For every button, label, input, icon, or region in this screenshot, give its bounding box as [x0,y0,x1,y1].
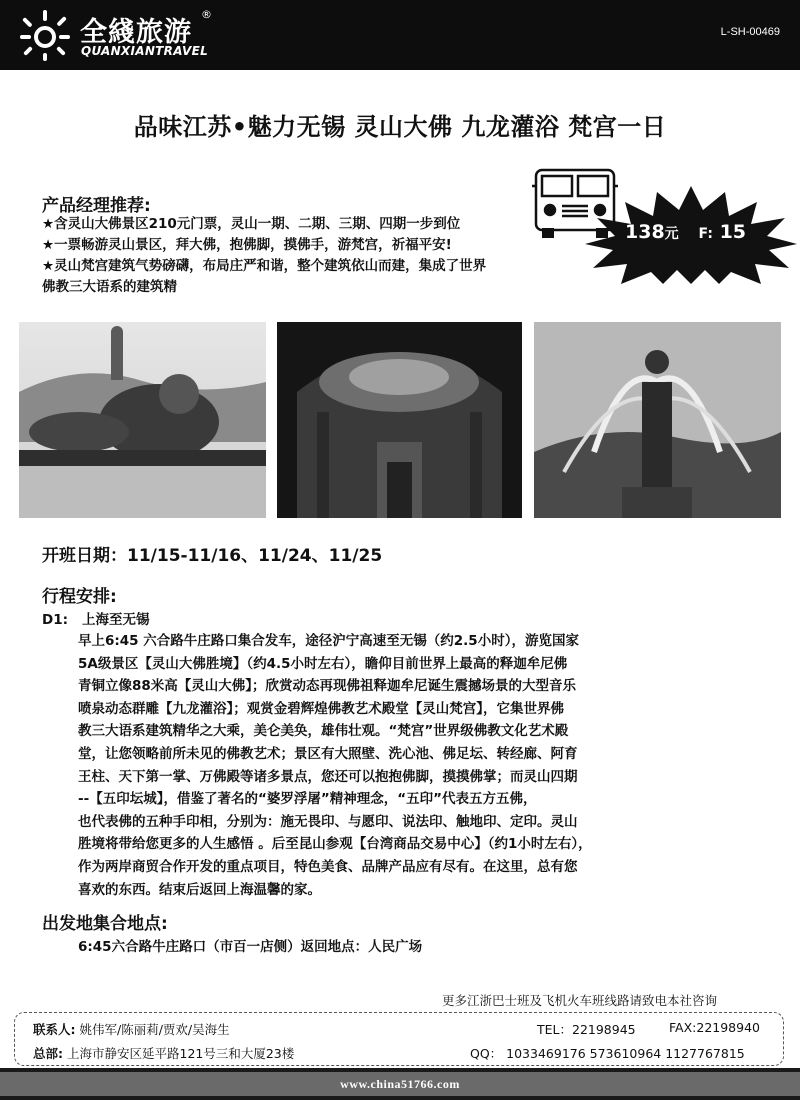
recommend-item: ★一票畅游灵山景区，拜大佛，抱佛脚，摸佛手，游梵宫，祈福平安! [42,237,452,253]
price-amount: 138 [625,221,665,243]
day-title: 上海至无锡 [82,612,150,628]
more-info-note: 更多江浙巴士班及飞机火车班线路请致电本社咨询 [442,993,718,1008]
itinerary-line: 青铜立像88米高【灵山大佛】；欣赏动态再现佛祖释迦牟尼诞生震撼场景的大型音乐 [78,678,577,695]
f-value: 15 [719,221,747,243]
itinerary-line: --【五印坛城】，借鉴了著名的“婆罗浮屠”精神理念，“五印”代表五方五佛， [78,791,537,808]
price-label [625,221,746,243]
itinerary-line: 5A级景区【灵山大佛胜境】（约4.5小时左右），瞻仰目前世界上最高的释迦牟尼佛 [78,655,568,672]
photo-laughing-buddha [19,322,266,518]
itinerary-line: 也代表佛的五种手印相，分别为：施无畏印、与愿印、说法印、触地印、定印。灵山 [78,813,578,830]
sun-logo-icon [18,8,72,62]
itinerary-line: 胜境将带给您更多的人生感悟 。后至昆山参观【台湾商品交易中心】（约1小时左右）， [78,836,592,853]
itinerary-line: 早上6:45 六合路牛庄路口集合发车，途径沪宁高速至无锡（约2.5小时），游览国家 [78,633,579,649]
itinerary-line: 王柱、天下第一掌、万佛殿等诸多景点，您还可以抱抱佛脚，摸摸佛掌；而灵山四期 [78,768,578,785]
tel-number: TEL：22198945 [537,1022,636,1037]
photo-nine-dragons-fountain [534,322,781,518]
departure-dates: 开班日期：11/15-11/16、11/24、11/25 [42,546,383,566]
footer-url[interactable]: www.china51766.com [340,1077,460,1091]
meeting-text: 6:45六合路牛庄路口（市百一店侧）返回地点：人民广场 [78,939,423,955]
brand-name: 全綫旅游 [80,17,192,48]
recommend-list [42,214,602,298]
contact-label: 联系人: [33,1022,76,1037]
day-code: D1: [42,612,68,628]
itinerary-line: 作为两岸商贸合作开发的重点项目，特色美食、品牌产品应有尽有。在这里，总有您 [78,858,578,875]
page-title: 品味江苏•魅力无锡 灵山大佛 九龙灌浴 梵宫一日 [133,113,667,141]
itinerary-heading: 行程安排: [42,587,117,607]
fax-number: FAX:22198940 [669,1020,760,1035]
meeting-heading: 出发地集合地点: [42,914,168,934]
hq-row [33,1044,294,1062]
header-bar [0,0,800,70]
itinerary-line: 喷泉动态群雕【九龙灌浴】；观赏金碧辉煌佛教艺术殿堂【灵山梵宫】，它集世界佛 [78,700,564,717]
registered-mark: ® [201,8,212,21]
contact-box [14,1012,784,1066]
price-unit: 元 [664,226,679,242]
day-label [42,608,150,628]
recommend-item: ★灵山梵宫建筑气势磅礴，布局庄严和谐，整个建筑依山而建，集成了世界 [42,258,487,274]
footer-bar [0,1068,800,1100]
itinerary-line: 教三大语系建筑精华之大乘，美仑美奂，雄伟壮观。“梵宫”世界级佛教文化艺术殿 [78,723,569,740]
brand-name-english: QUANXIANTRAVEL [81,44,209,58]
contact-names: 姚伟军/陈丽莉/贾欢/吴海生 [79,1022,230,1037]
itinerary-line: 喜欢的东西。结束后返回上海温馨的家。 [78,881,321,898]
recommend-heading: 产品经理推荐: [42,196,151,216]
contact-row [33,1020,230,1038]
hq-label: 总部: [33,1046,63,1061]
product-code: L-SH-00469 [720,26,780,38]
itinerary-body [78,630,778,901]
recommend-item: ★含灵山大佛景区210元门票，灵山一期、二期、三期、四期一步到位 [42,216,461,232]
hq-address: 上海市静安区延平路121号三和大厦23楼 [66,1046,295,1061]
photo-brahma-palace [277,322,522,518]
qq-numbers: QQ： 1033469176 573610964 1127767815 [470,1046,745,1061]
itinerary-line: 堂，让您领略前所未见的佛教艺术；景区有大照壁、洗心池、佛足坛、转经廊、阿育 [78,745,578,762]
recommend-item: 佛教三大语系的建筑精 [42,279,177,295]
f-label: F: [698,226,713,242]
